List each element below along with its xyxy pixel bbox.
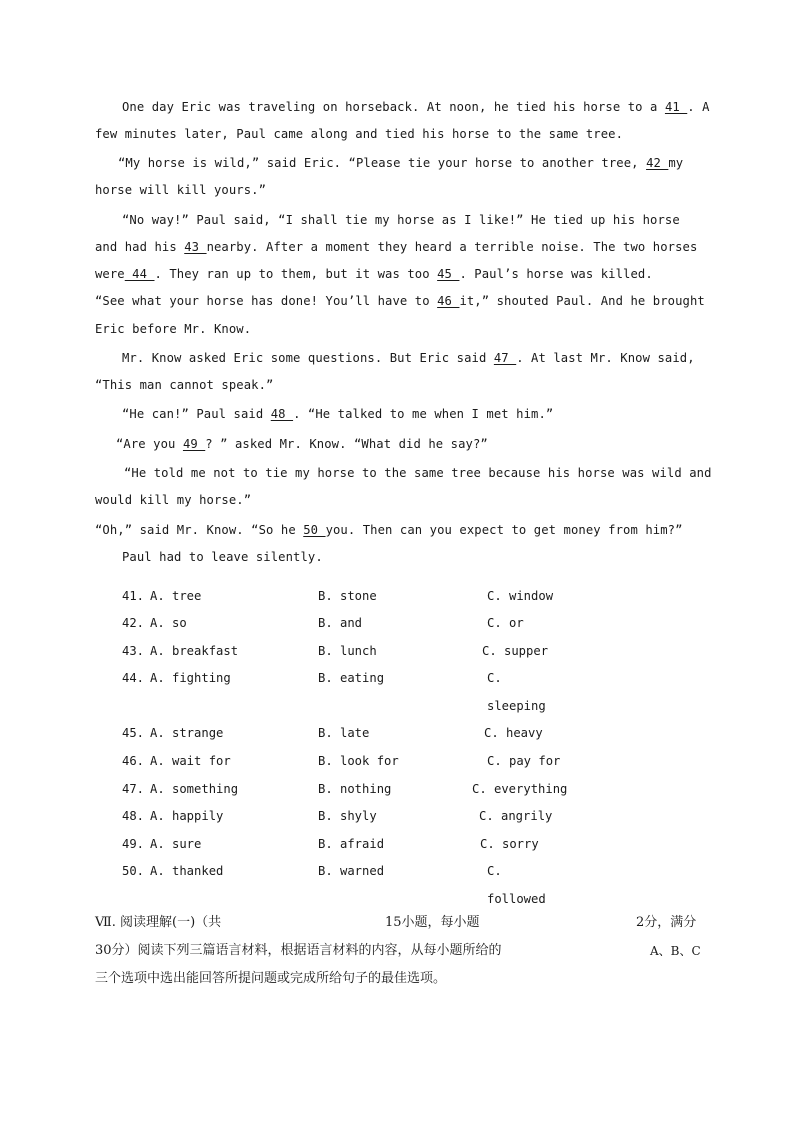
passage-text: “He can!” Paul said	[122, 407, 271, 421]
passage-text: . Paul’s horse was killed.	[459, 267, 653, 281]
passage-line	[122, 406, 553, 422]
question-number: 47.	[122, 782, 145, 796]
passage-text: . “He talked to me when I met him.”	[293, 407, 554, 421]
option-a: A. happily	[150, 809, 224, 823]
blank-45: 45	[437, 267, 460, 281]
section-heading-part: Ⅶ. 阅读理解(一)（共	[95, 915, 222, 930]
passage-line: “He told me not to tie my horse to the same tree because his horse was wild and	[124, 466, 712, 480]
option-b: B. lunch	[318, 644, 377, 658]
option-c-wrapped: followed	[487, 892, 546, 906]
option-b: B. late	[318, 726, 370, 740]
option-c: C.	[487, 864, 502, 878]
option-b: B. stone	[318, 589, 377, 603]
passage-line: horse will kill yours.”	[95, 183, 267, 197]
blank-46: 46	[437, 294, 460, 308]
passage-line: “This man cannot speak.”	[95, 378, 274, 392]
question-number: 48.	[122, 809, 145, 823]
question-number: 45.	[122, 726, 145, 740]
passage-line	[95, 293, 705, 309]
option-c: C. window	[487, 589, 554, 603]
option-c: C. angrily	[479, 809, 553, 823]
passage-line: would kill my horse.”	[95, 493, 252, 507]
passage-text: . A	[687, 100, 710, 114]
option-a: A. so	[150, 616, 187, 630]
question-number: 42.	[122, 616, 145, 630]
option-c: C. sorry	[480, 837, 539, 851]
question-number: 44.	[122, 671, 145, 685]
option-b: B. nothing	[318, 782, 392, 796]
question-number: 43.	[122, 644, 145, 658]
passage-line: “No way!” Paul said, “I shall tie my horse as I like!” He tied up his horse	[122, 213, 680, 227]
option-a: A. breakfast	[150, 644, 239, 658]
passage-line	[122, 350, 695, 366]
passage-line	[95, 522, 683, 538]
option-c: C. everything	[472, 782, 568, 796]
blank-42: 42	[646, 156, 669, 170]
blank-50: 50	[303, 523, 326, 537]
option-c: C.	[487, 671, 502, 685]
passage-text: “See what your horse has done! You’ll have to	[95, 294, 438, 308]
option-c: C. or	[487, 616, 524, 630]
passage-line	[95, 266, 653, 282]
passage-line	[118, 155, 683, 171]
passage-text: and had his	[95, 240, 185, 254]
passage-line	[122, 99, 710, 115]
passage-text: it,” shouted Paul. And he brought	[459, 294, 705, 308]
option-b: B. look for	[318, 754, 399, 768]
passage-text: were	[95, 267, 125, 281]
blank-41: 41	[664, 100, 688, 114]
option-a: A. strange	[150, 726, 224, 740]
blank-49: 49	[182, 437, 206, 451]
passage-line: Eric before Mr. Know.	[95, 322, 252, 336]
option-a: A. sure	[150, 837, 202, 851]
option-b: B. eating	[318, 671, 385, 685]
section-heading-part: 2分，满分	[636, 915, 697, 930]
passage-text: “My horse is wild,” said Eric. “Please tie your horse to another tree,	[118, 156, 647, 170]
passage-text: . At last Mr. Know said,	[516, 351, 695, 365]
option-c: C. heavy	[484, 726, 543, 740]
option-c: C. supper	[482, 644, 549, 658]
section-heading-part: 15小题，每小题	[385, 915, 480, 930]
section-instruction: 三个选项中选出能回答所提问题或完成所给句子的最佳选项。	[95, 971, 447, 986]
passage-text: “Oh,” said Mr. Know. “So he	[95, 523, 304, 537]
option-a: A. fighting	[150, 671, 231, 685]
passage-text: “Are you	[116, 437, 183, 451]
option-b: B. shyly	[318, 809, 377, 823]
option-b: B. and	[318, 616, 363, 630]
question-number: 50.	[122, 864, 145, 878]
passage-text: ? ” asked Mr. Know. “What did he say?”	[205, 437, 488, 451]
blank-48: 48	[270, 407, 294, 421]
question-number: 49.	[122, 837, 145, 851]
passage-text: you. Then can you expect to get money from him?”	[325, 523, 683, 537]
option-c: C. pay for	[487, 754, 561, 768]
blank-47: 47	[493, 351, 517, 365]
option-a: A. thanked	[150, 864, 224, 878]
question-number: 41.	[122, 589, 145, 603]
passage-text: . They ran up to them, but it was too	[154, 267, 438, 281]
option-a: A. tree	[150, 589, 202, 603]
option-a: A. wait for	[150, 754, 231, 768]
passage-text: my	[668, 156, 684, 170]
option-b: B. afraid	[318, 837, 385, 851]
passage-text: One day Eric was traveling on horseback. At noon, he tied his horse to a	[122, 100, 665, 114]
question-number: 46.	[122, 754, 145, 768]
section-instruction: 30分）阅读下列三篇语言材料，根据语言材料的内容，从每小题所给的	[95, 943, 502, 958]
option-b: B. warned	[318, 864, 385, 878]
passage-text: Mr. Know asked Eric some questions. But Eric said	[122, 351, 494, 365]
blank-44: 44	[124, 267, 155, 281]
option-c-wrapped: sleeping	[487, 699, 546, 713]
passage-line	[116, 436, 488, 452]
passage-line: Paul had to leave silently.	[122, 550, 323, 564]
section-instruction: A、B、C	[650, 944, 701, 958]
passage-line	[95, 239, 697, 255]
passage-line: few minutes later, Paul came along and tied his horse to the same tree.	[95, 127, 624, 141]
option-a: A. something	[150, 782, 239, 796]
blank-43: 43	[184, 240, 207, 254]
passage-text: nearby. After a moment they heard a terrible noise. The two horses	[206, 240, 698, 254]
